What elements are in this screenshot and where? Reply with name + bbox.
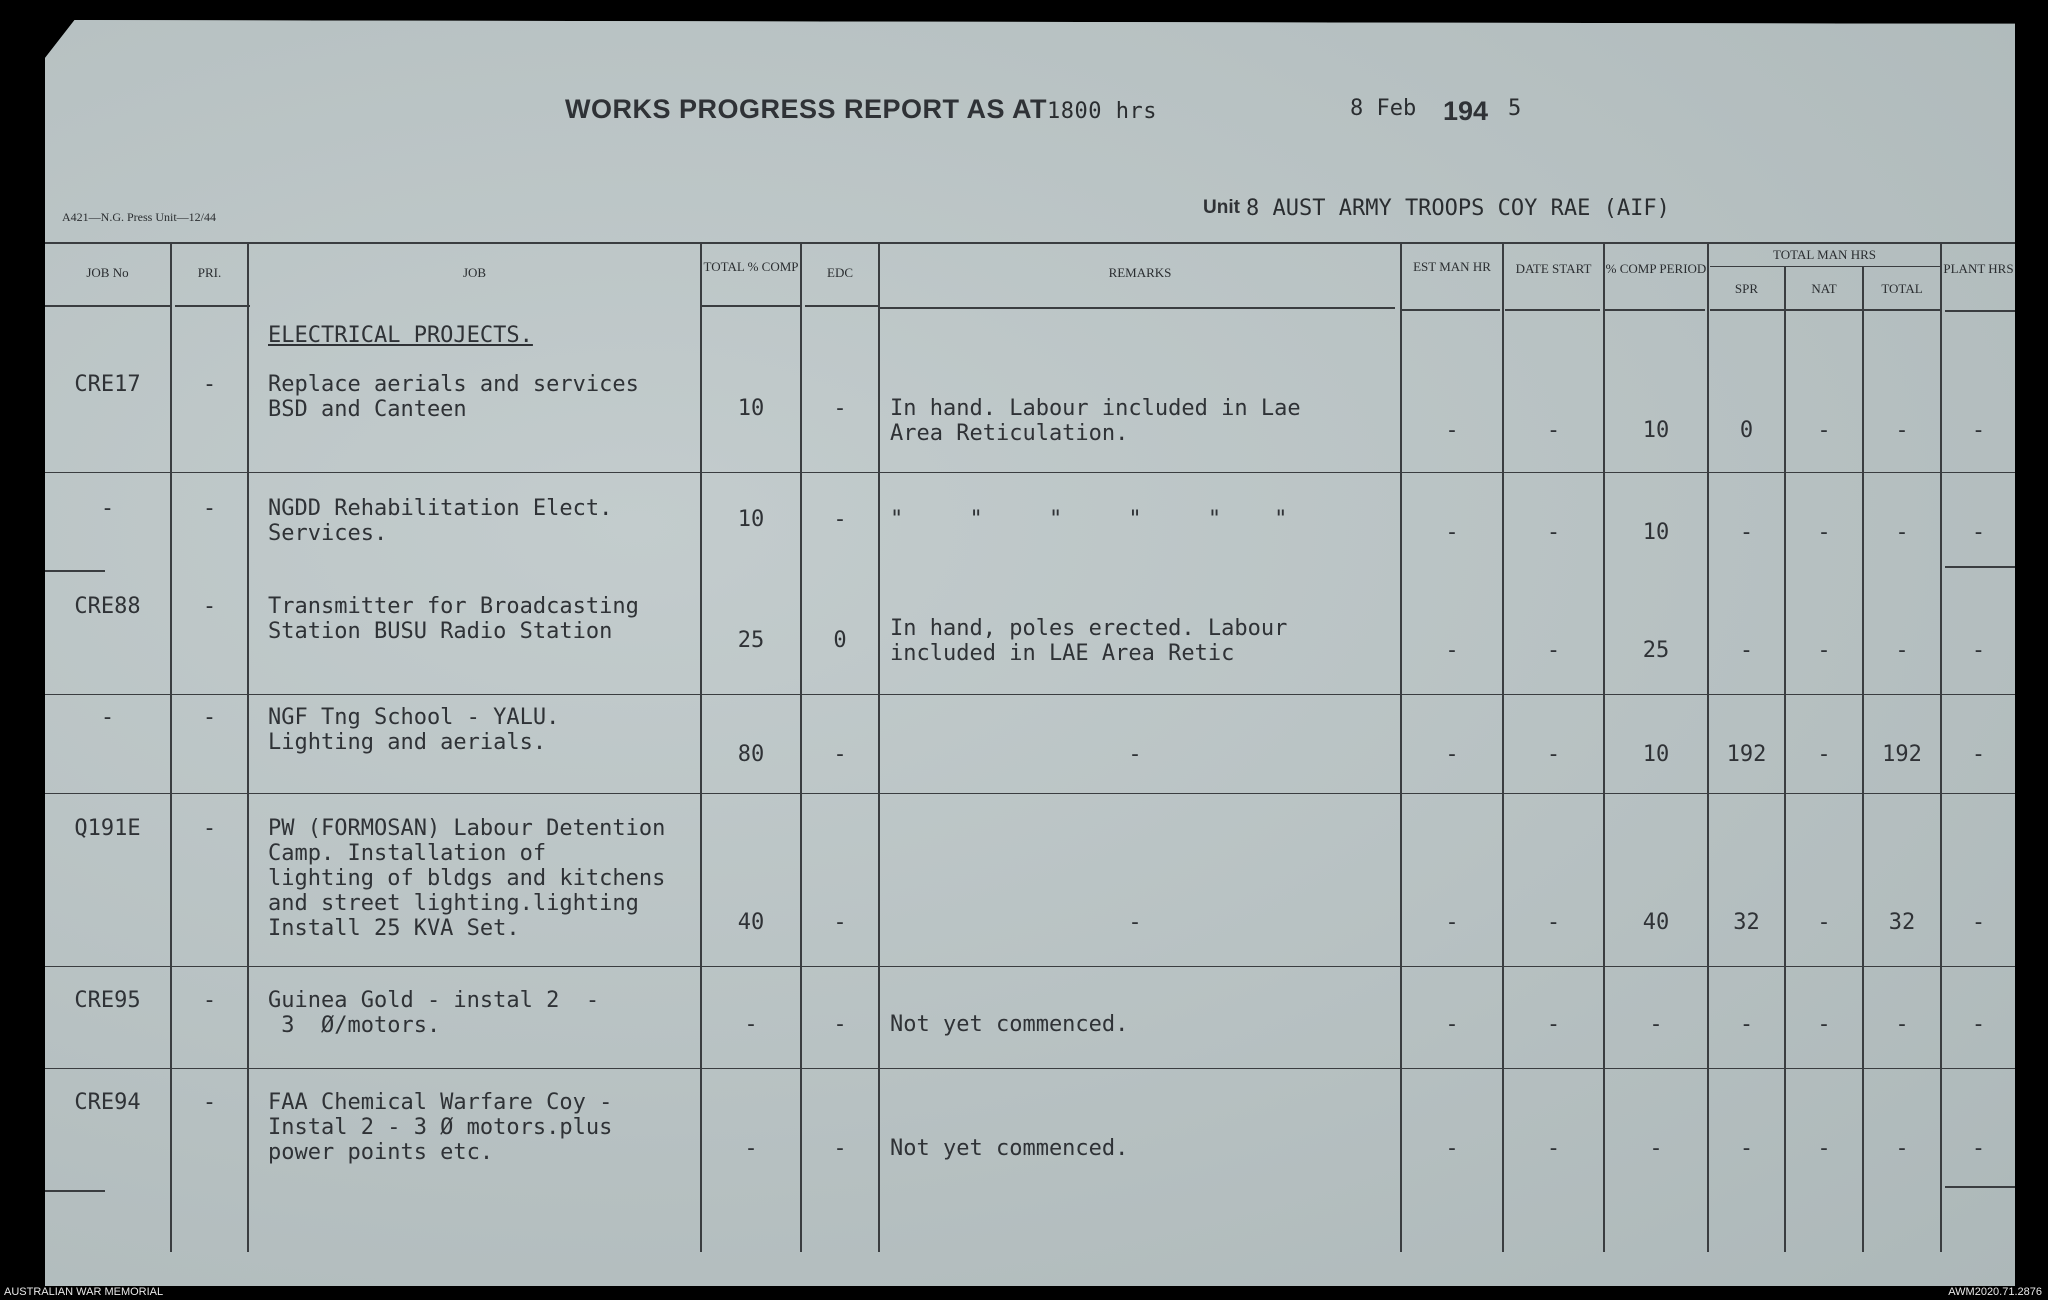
footer-right: AWM2020.71.2876 — [1948, 1286, 2042, 1298]
cell-pri: - — [202, 496, 217, 521]
header-underline — [1505, 309, 1600, 311]
cell-edc: - — [833, 910, 847, 935]
header-underline — [45, 305, 170, 307]
cell-job-no: CRE95 — [74, 988, 141, 1013]
header-underline — [700, 305, 800, 307]
cell-job: NGF Tng School - YALU. Lighting and aerials. — [268, 705, 560, 755]
cell-comp-period: 40 — [1642, 910, 1670, 935]
row-divider — [45, 1190, 105, 1192]
row-divider — [45, 966, 2015, 967]
cell-nat: - — [1817, 1012, 1831, 1037]
report-date-day: 8 Feb — [1350, 96, 1417, 121]
cell-total: - — [1895, 1136, 1909, 1161]
header-underline — [1945, 310, 2015, 312]
cell-total-comp: 80 — [737, 742, 765, 767]
cell-plant: - — [1971, 1012, 1986, 1037]
cell-total-comp: 25 — [737, 628, 765, 653]
cell-total: - — [1895, 418, 1909, 443]
cell-job-no: - — [100, 496, 115, 521]
cell-remarks: Not yet commenced. — [890, 1012, 1129, 1037]
cell-pri: - — [202, 988, 217, 1013]
header-edc: EDC — [827, 265, 853, 280]
header-underline — [1400, 309, 1500, 311]
header-comp-period: % COMP PERIOD — [1605, 261, 1707, 276]
cell-date: - — [1546, 742, 1561, 767]
cell-remarks: In hand. Labour included in Lae Area Reticulation. — [890, 396, 1301, 446]
footer-left: AUSTRALIAN WAR MEMORIAL — [4, 1286, 164, 1298]
unit-label: Unit — [1203, 197, 1240, 218]
cell-date: - — [1546, 638, 1561, 663]
cell-comp-period: 10 — [1642, 418, 1670, 443]
header-underline — [1710, 309, 1940, 311]
cell-comp-period: 25 — [1642, 638, 1670, 663]
cell-est: - — [1445, 742, 1459, 767]
cell-date: - — [1546, 1136, 1561, 1161]
header-remarks: REMARKS — [1108, 265, 1172, 280]
cell-remarks: - — [1128, 742, 1142, 767]
cell-job-no: CRE88 — [74, 594, 141, 619]
cell-plant: - — [1971, 1136, 1986, 1161]
man-hrs-divider — [1710, 266, 1940, 267]
header-job-no: JOB No — [86, 265, 129, 280]
cell-job: NGDD Rehabilitation Elect. Services. — [268, 496, 613, 546]
cell-date: - — [1546, 418, 1561, 443]
header-total: TOTAL — [1881, 281, 1923, 296]
cell-total: 192 — [1882, 742, 1922, 767]
row-divider — [1945, 566, 2015, 568]
report-year-typed: 5 — [1508, 96, 1522, 121]
cell-date: - — [1546, 520, 1561, 545]
cell-nat: - — [1817, 1136, 1831, 1161]
cell-est: - — [1445, 1012, 1459, 1037]
cell-spr: - — [1739, 1136, 1754, 1161]
header-pri: PRI. — [197, 265, 222, 280]
cell-spr: - — [1739, 520, 1754, 545]
unit-value: 8 AUST ARMY TROOPS COY RAE (AIF) — [1246, 196, 1670, 221]
table-top-border — [45, 242, 2015, 244]
cell-job-no: CRE94 — [74, 1090, 141, 1115]
cell-est: - — [1445, 1136, 1459, 1161]
header-nat: NAT — [1811, 281, 1837, 296]
report-year-printed: 194 — [1443, 96, 1489, 126]
header-total-comp: TOTAL % COMP — [703, 259, 799, 274]
cell-plant: - — [1971, 520, 1986, 545]
cell-spr: 192 — [1726, 742, 1767, 767]
cell-edc: - — [833, 1012, 847, 1037]
header-underline — [1605, 309, 1705, 311]
header-job: JOB — [462, 265, 487, 280]
cell-date: - — [1546, 910, 1561, 935]
header-date-start: DATE START — [1515, 261, 1592, 276]
cell-pri: - — [202, 594, 217, 619]
cell-job: Transmitter for Broadcasting Station BUSU Radio Station — [268, 594, 639, 644]
cell-est: - — [1445, 638, 1459, 663]
row-divider — [45, 694, 2015, 695]
report-title-text: WORKS PROGRESS REPORT AS AT — [565, 94, 1048, 124]
cell-est: - — [1445, 910, 1459, 935]
cell-total-comp: 40 — [737, 910, 765, 935]
row-divider — [45, 570, 105, 572]
cell-spr: 0 — [1739, 418, 1754, 443]
cell-remarks: - — [1128, 910, 1142, 935]
cell-job: PW (FORMOSAN) Labour Detention Camp. Installation of lighting of bldgs and kitchens and street lighting.lighting Install 25 KVA Set. — [268, 816, 666, 941]
header-est-man-hr: EST MAN HR — [1413, 259, 1491, 274]
cell-job: FAA Chemical Warfare Coy - Instal 2 - 3 Ø motors.plus power points etc. — [268, 1090, 613, 1165]
cell-plant: - — [1971, 742, 1986, 767]
cell-edc: - — [833, 742, 847, 767]
row-divider — [45, 472, 2015, 473]
cell-total-comp: 10 — [737, 396, 765, 421]
cell-job-no: Q191E — [74, 816, 141, 841]
cell-pri: - — [202, 705, 217, 730]
cell-pri: - — [202, 816, 217, 841]
cell-job-no: - — [100, 705, 115, 730]
report-time: 1800 hrs — [1047, 99, 1158, 124]
header-underline — [175, 305, 250, 307]
section-title: ELECTRICAL PROJECTS. — [268, 323, 533, 348]
cell-date: - — [1546, 1012, 1561, 1037]
cell-job: Replace aerials and services BSD and Canteen — [268, 372, 639, 422]
cell-nat: - — [1817, 418, 1831, 443]
cell-remarks: In hand, poles erected. Labour included in LAE Area Retic — [890, 616, 1288, 666]
cell-edc: 0 — [833, 628, 847, 653]
cell-comp-period: 10 — [1642, 742, 1670, 767]
cell-total: - — [1895, 1012, 1909, 1037]
row-divider — [45, 793, 2015, 794]
cell-total-comp: - — [744, 1136, 758, 1161]
cell-remarks: Not yet commenced. — [890, 1136, 1129, 1161]
cell-comp-period: - — [1649, 1012, 1663, 1037]
form-code: A421—N.G. Press Unit—12/44 — [62, 210, 217, 224]
cell-est: - — [1445, 418, 1459, 443]
header-underline — [805, 305, 880, 307]
cell-nat: - — [1817, 910, 1831, 935]
cell-spr: - — [1739, 1012, 1754, 1037]
cell-edc: - — [833, 1136, 847, 1161]
cell-total-comp: 10 — [737, 507, 765, 532]
cell-job: Guinea Gold - instal 2 - 3 Ø/motors. — [268, 988, 600, 1038]
cell-comp-period: 10 — [1642, 520, 1670, 545]
header-total-man-hrs: TOTAL MAN HRS — [1773, 247, 1876, 262]
report-title — [565, 94, 1157, 125]
cell-pri: - — [202, 372, 217, 397]
cell-nat: - — [1817, 638, 1831, 663]
cell-total: - — [1895, 520, 1909, 545]
cell-plant: - — [1971, 910, 1986, 935]
header-plant-hrs: PLANT HRS — [1943, 261, 2014, 276]
cell-spr: 32 — [1733, 910, 1760, 935]
cell-nat: - — [1817, 742, 1831, 767]
column-divider — [247, 242, 249, 1252]
row-divider — [1945, 1186, 2015, 1188]
cell-remarks: " " " " " " — [890, 507, 1288, 532]
cell-plant: - — [1971, 638, 1986, 663]
cell-est: - — [1445, 520, 1459, 545]
cell-edc: - — [833, 396, 847, 421]
cell-spr: - — [1739, 638, 1754, 663]
cell-pri: - — [202, 1090, 217, 1115]
cell-total-comp: - — [744, 1012, 758, 1037]
cell-nat: - — [1817, 520, 1831, 545]
cell-plant: - — [1971, 418, 1986, 443]
cell-job-no: CRE17 — [74, 372, 141, 397]
cell-total: - — [1895, 638, 1909, 663]
header-spr: SPR — [1734, 281, 1759, 296]
header-underline — [880, 307, 1395, 309]
cell-total: 32 — [1888, 910, 1916, 935]
cell-edc: - — [833, 507, 847, 532]
row-divider — [45, 1068, 2015, 1069]
cell-comp-period: - — [1649, 1136, 1663, 1161]
